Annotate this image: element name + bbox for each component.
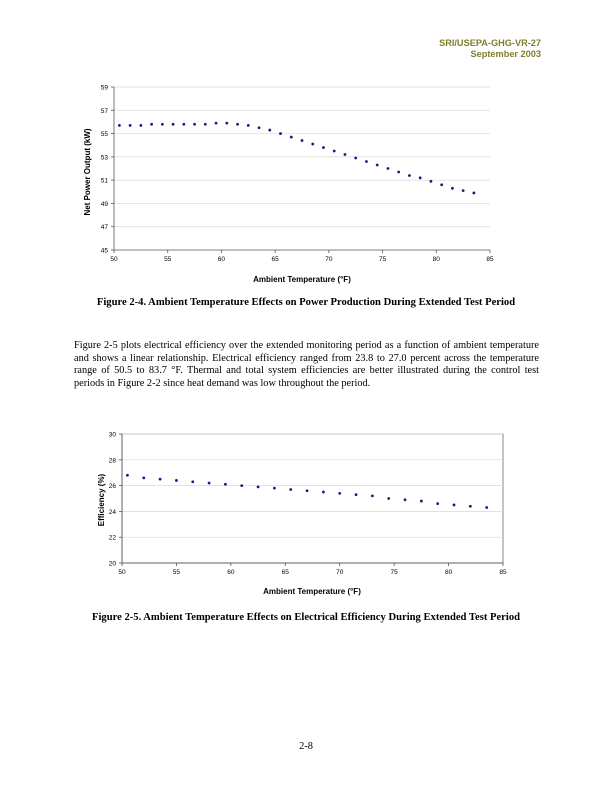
y-axis-label: Net Power Output (kW)	[83, 128, 92, 216]
y-axis-label: Efficiency (%)	[97, 473, 106, 527]
data-point	[387, 497, 390, 500]
y-tick-label: 59	[100, 84, 108, 92]
y-tick-label: 53	[100, 154, 108, 162]
x-tick-label: 60	[227, 569, 235, 576]
data-point	[273, 487, 276, 490]
x-tick-label: 65	[281, 569, 289, 576]
data-point	[338, 492, 341, 495]
x-tick-label: 70	[325, 256, 333, 263]
data-point	[208, 482, 211, 485]
y-tick-label: 55	[100, 131, 108, 139]
plot-frame	[122, 434, 503, 563]
x-tick-label: 60	[217, 256, 226, 263]
report-date: September 2003	[470, 49, 541, 59]
x-tick-label: 80	[444, 569, 453, 576]
y-tick-label: 20	[108, 560, 116, 568]
page-number: 2-8	[299, 741, 313, 752]
data-point	[306, 489, 309, 492]
data-point	[142, 476, 145, 479]
x-tick-label: 80	[432, 256, 440, 263]
report-id: SRI/USEPA-GHG-VR-27	[439, 38, 541, 48]
y-tick-label: 49	[100, 200, 108, 208]
data-point	[355, 493, 358, 496]
figure-2-5-caption: Figure 2-5. Ambient Temperature Effects on Electrical Efficiency During Extended Test Period	[91, 612, 521, 623]
y-tick-label: 30	[108, 431, 116, 439]
body-paragraph: Figure 2-5 plots electrical efficiency over the extended monitoring period as a function of ambient temperature and shows a linear relationship. Electrical efficiency ranged from 23.8 to 27.0 percent across the temperature range of 50.5 to 83.7 °F. Thermal and total system efficiencies are better illustrated during the control test periods in Figure 2-2 since heat demand was low throughout the period.	[74, 340, 539, 390]
y-tick-label: 51	[100, 177, 108, 185]
x-tick-label: 75	[378, 256, 387, 263]
y-tick-label: 45	[100, 247, 108, 255]
x-axis-label: Ambient Temperature (°F)	[253, 275, 351, 284]
x-tick-label: 65	[271, 256, 279, 263]
x-tick-label: 70	[336, 569, 344, 576]
x-tick-label: 75	[390, 569, 398, 576]
data-point	[191, 480, 194, 483]
data-point	[436, 502, 439, 505]
y-tick-label: 22	[108, 534, 116, 542]
x-axis-label: Ambient Temperature (°F)	[263, 587, 361, 596]
data-point	[404, 498, 407, 501]
x-tick-label: 50	[118, 569, 126, 576]
data-point	[175, 479, 178, 482]
data-point	[126, 474, 129, 477]
data-point	[420, 500, 423, 503]
y-tick-label: 24	[108, 508, 116, 516]
data-point	[159, 478, 162, 481]
data-point	[289, 488, 292, 491]
y-tick-label: 26	[108, 483, 116, 491]
x-tick-label: 55	[172, 569, 181, 576]
data-point	[453, 504, 456, 507]
x-tick-label: 85	[499, 569, 507, 576]
x-tick-label: 55	[164, 256, 172, 263]
figure-2-4-caption: Figure 2-4. Ambient Temperature Effects on Power Production During Extended Test Period	[96, 297, 516, 308]
y-tick-label: 57	[100, 107, 108, 115]
x-tick-label: 85	[486, 256, 494, 263]
data-point	[224, 483, 227, 486]
data-point	[485, 506, 488, 509]
data-point	[371, 495, 374, 498]
x-tick-label: 50	[110, 256, 118, 263]
data-point	[469, 505, 472, 508]
data-point	[257, 485, 260, 488]
data-point	[240, 484, 243, 487]
y-tick-label: 47	[100, 224, 108, 232]
data-point	[322, 491, 325, 494]
y-tick-label: 28	[108, 457, 116, 465]
